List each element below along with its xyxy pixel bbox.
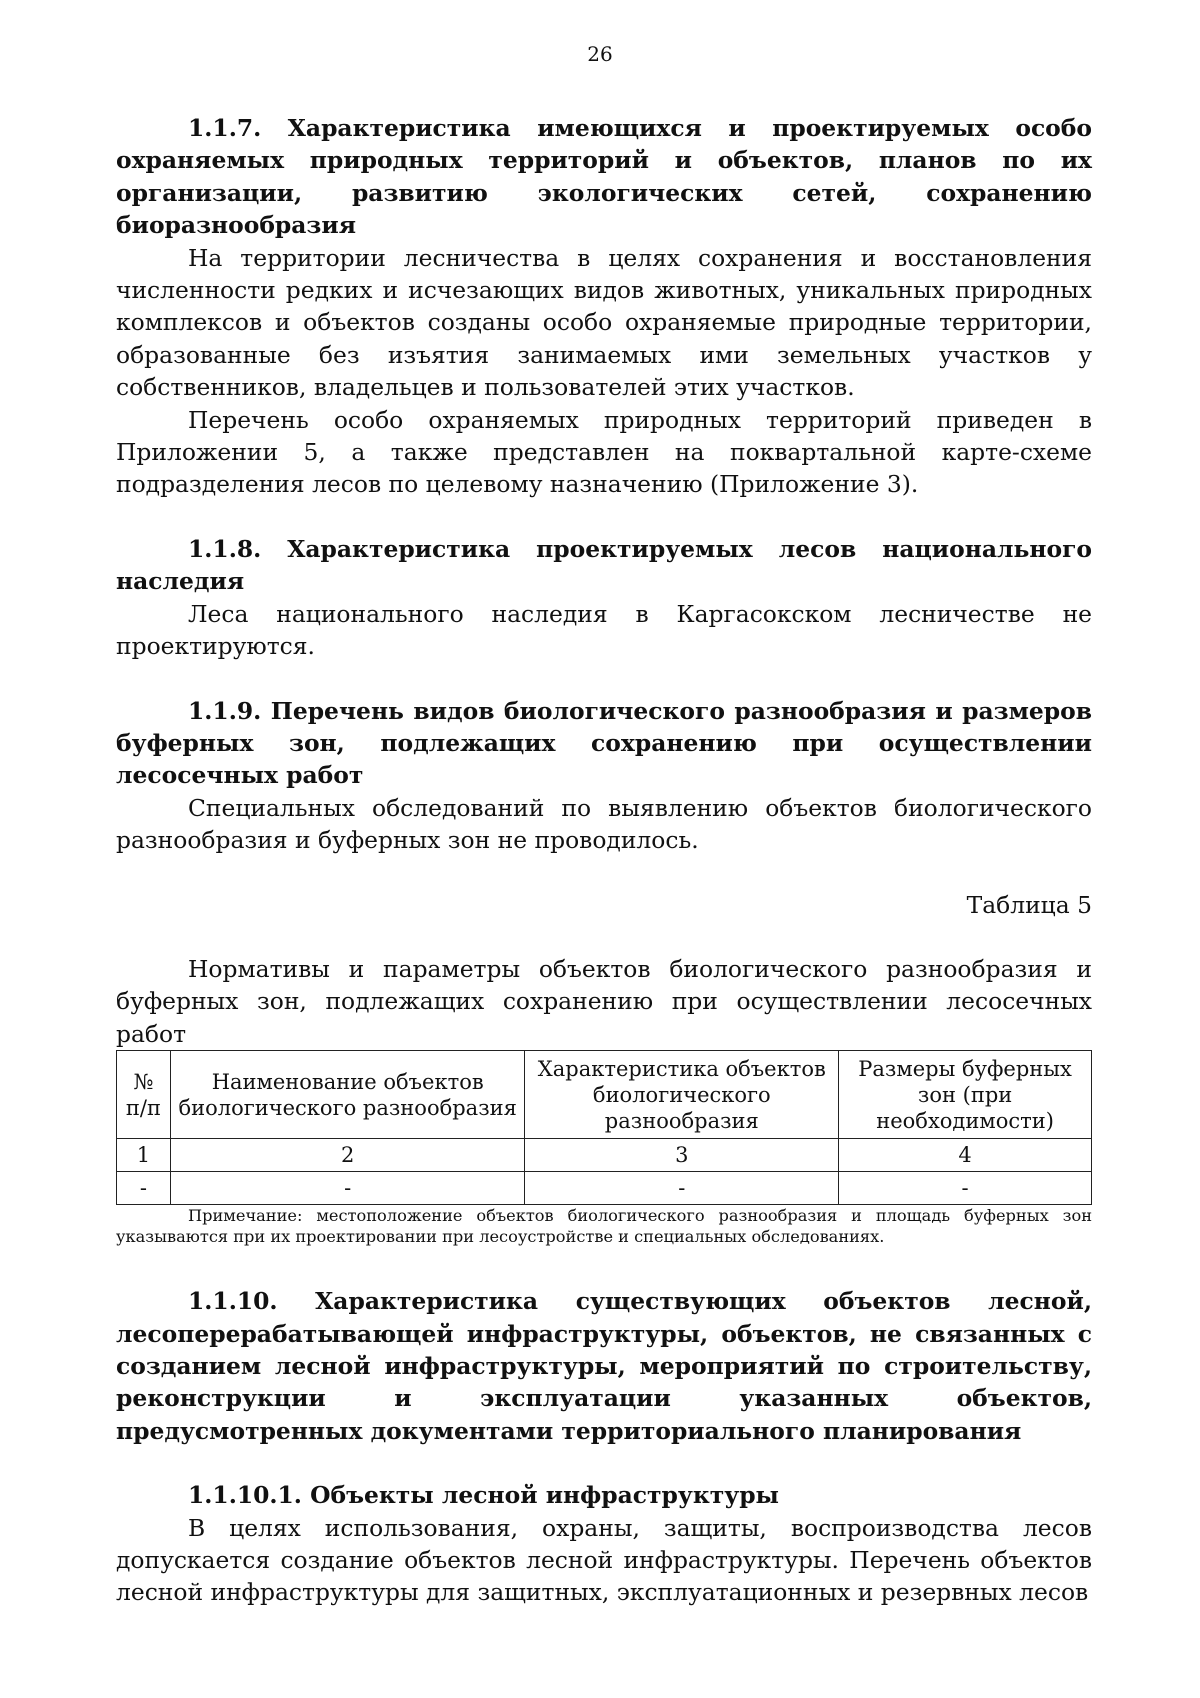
section-1-1-9-heading: 1.1.9. Перечень видов биологического разнообразия и размеров буферных зон, подлежащих сохранению при осуществлении лесосечных работ — [116, 696, 1092, 790]
section-1-1-8-heading: 1.1.8. Характеристика проектируемых лесов национального наследия — [116, 534, 1092, 596]
section-1-1-7-paragraph-2: Перечень особо охраняемых природных территорий приведен в Приложении 5, а также представлен на поквартальной карте-схеме подразделения лесов по целевому назначению (Приложение 3). — [116, 405, 1092, 499]
table-label: Таблица 5 — [966, 890, 1092, 919]
table-caption: Нормативы и параметры объектов биологического разнообразия и буферных зон, подлежащих сохранению при осуществлении лесосечных работ — [116, 954, 1092, 1048]
section-1-1-10-heading: 1.1.10. Характеристика существующих объектов лесной, лесоперерабатывающей инфраструктуры, объектов, не связанных с созданием лесной инфраструктуры, мероприятий по строительству, реконструкции и эксплуатации указанных объектов, предусмотренных документами территориального планирования — [116, 1287, 1092, 1445]
section-1-1-7-heading: 1.1.7. Характеристика имеющихся и проектируемых особо охраняемых природных территорий и объектов, планов по их организации, развитию экологических сетей, сохранению биоразнообразия — [116, 114, 1092, 240]
section-1-1-7-paragraph-1: На территории лесничества в целях сохранения и восстановления численности редких и исчезающих видов животных, уникальных природных комплексов и объектов созданы особо охраняемые природные территории, образованные без изъятия занимаемых ими земельных участков у собственников, владельцев и пользователей этих участков. — [116, 243, 1092, 402]
table-row — [117, 1172, 1092, 1205]
section-1-1-9-paragraph: Специальных обследований по выявлению объектов биологического разнообразия и буферных зон не проводилось. — [116, 793, 1092, 855]
table-cell: 4 — [839, 1139, 1092, 1172]
page-number: 26 — [587, 42, 613, 66]
table-cell: 3 — [525, 1139, 839, 1172]
table-cell: 1 — [117, 1139, 171, 1172]
table-column-number-row — [117, 1139, 1092, 1172]
table-cell: - — [839, 1172, 1092, 1205]
header-cell-object-characteristic: Характеристика объектов биологического разнообразия — [525, 1051, 839, 1139]
table-cell: - — [117, 1172, 171, 1205]
table-header-row — [117, 1051, 1092, 1139]
table-note: Примечание: местоположение объектов биологического разнообразия и площадь буферных зон указываются при их проектировании при лесоустройстве и специальных обследованиях. — [116, 1206, 1092, 1247]
header-cell-buffer-size: Размеры буферных зон (при необходимости) — [839, 1051, 1092, 1139]
biodiversity-table — [116, 1050, 1092, 1205]
header-cell-object-name: Наименование объектов биологического разнообразия — [170, 1051, 525, 1139]
document-body — [116, 112, 1092, 1609]
table-cell: - — [525, 1172, 839, 1205]
table-cell: 2 — [170, 1139, 525, 1172]
table-cell: - — [170, 1172, 525, 1205]
section-1-1-8-paragraph: Леса национального наследия в Каргасокском лесничестве не проектируются. — [116, 599, 1092, 661]
header-cell-number: № п/п — [117, 1051, 171, 1139]
section-1-1-10-1-paragraph: В целях использования, охраны, защиты, воспроизводства лесов допускается создание объектов лесной инфраструктуры. Перечень объектов лесной инфраструктуры для защитных, эксплуатационных и резервных лесов — [116, 1513, 1092, 1607]
section-1-1-10-1-heading: 1.1.10.1. Объекты лесной инфраструктуры — [188, 1481, 780, 1510]
